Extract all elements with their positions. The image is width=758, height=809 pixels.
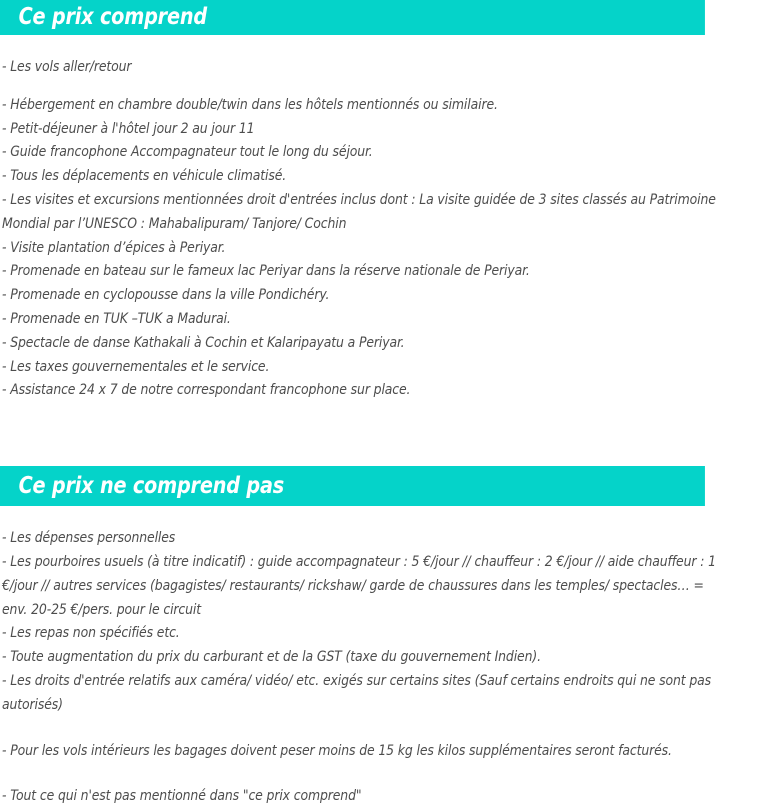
spacer <box>2 80 748 94</box>
spacer <box>0 506 758 527</box>
list-item: - Les visites et excursions mentionnées droit d'entrées inclus dont : La visite guidée de 3 sites classés au Patrimoine Mondial par l’UNESCO : Mahabalipuram/ Tanjore/ Cochin <box>2 191 716 232</box>
spacer <box>0 35 758 56</box>
list-item: - Les droits d'entrée relatifs aux caméra/ vidéo/ etc. exigés sur certains sites (Sauf certains endroits qui ne sont pas autorisés) <box>2 672 712 713</box>
section-header-not-included: Ce prix ne comprend pas <box>0 466 705 506</box>
list-item: - Les vols aller/retour <box>2 59 132 75</box>
list-item: - Les repas non spécifiés etc. <box>2 625 180 642</box>
list-item: - Assistance 24 x 7 de notre correspondant francophone sur place. <box>2 382 411 399</box>
list-item: - Les dépenses personnelles <box>2 530 176 547</box>
not-included-list <box>0 527 758 809</box>
list-item: - Promenade en bateau sur le fameux lac Periyar dans la réserve nationale de Periyar. <box>2 263 530 280</box>
spacer <box>2 718 748 740</box>
included-list <box>0 56 758 403</box>
spacer <box>0 403 758 466</box>
list-item: - Toute augmentation du prix du carburant et de la GST (taxe du gouvernement Indien). <box>2 649 541 666</box>
list-item: - Tout ce qui n'est pas mentionné dans "ce prix comprend" <box>2 788 362 805</box>
list-item: - Promenade en TUK –TUK a Madurai. <box>2 310 231 327</box>
list-item: - Les pourboires usuels (à titre indicatif) : guide accompagnateur : 5 €/jour // chauffeur : 2 €/jour // aide chauffeur : 1 €/jour // autres services (bagagistes/ restaurants/ rickshaw/ garde de chaussures dans les temples/ spectacles… = env. 20-25 €/pers. pour le circuit <box>2 553 716 618</box>
list-item: - Guide francophone Accompagnateur tout le long du séjour. <box>2 144 373 161</box>
section-header-included: Ce prix comprend <box>0 0 705 35</box>
list-item: - Hébergement en chambre double/twin dans les hôtels mentionnés ou similaire. <box>2 96 498 113</box>
list-item: - Visite plantation d’épices à Periyar. <box>2 239 226 256</box>
spacer <box>2 763 748 785</box>
list-item: - Pour les vols intérieurs les bagages doivent peser moins de 15 kg les kilos supplémentaires seront facturés. <box>2 742 672 759</box>
list-item: - Spectacle de danse Kathakali à Cochin et Kalaripayatu a Periyar. <box>2 334 405 351</box>
list-item: - Les taxes gouvernementales et le service. <box>2 358 270 375</box>
list-item: - Tous les déplacements en véhicule climatisé. <box>2 168 287 185</box>
list-item: - Petit-déjeuner à l'hôtel jour 2 au jour 11 <box>2 120 255 137</box>
list-item: - Promenade en cyclopousse dans la ville Pondichéry. <box>2 287 330 304</box>
